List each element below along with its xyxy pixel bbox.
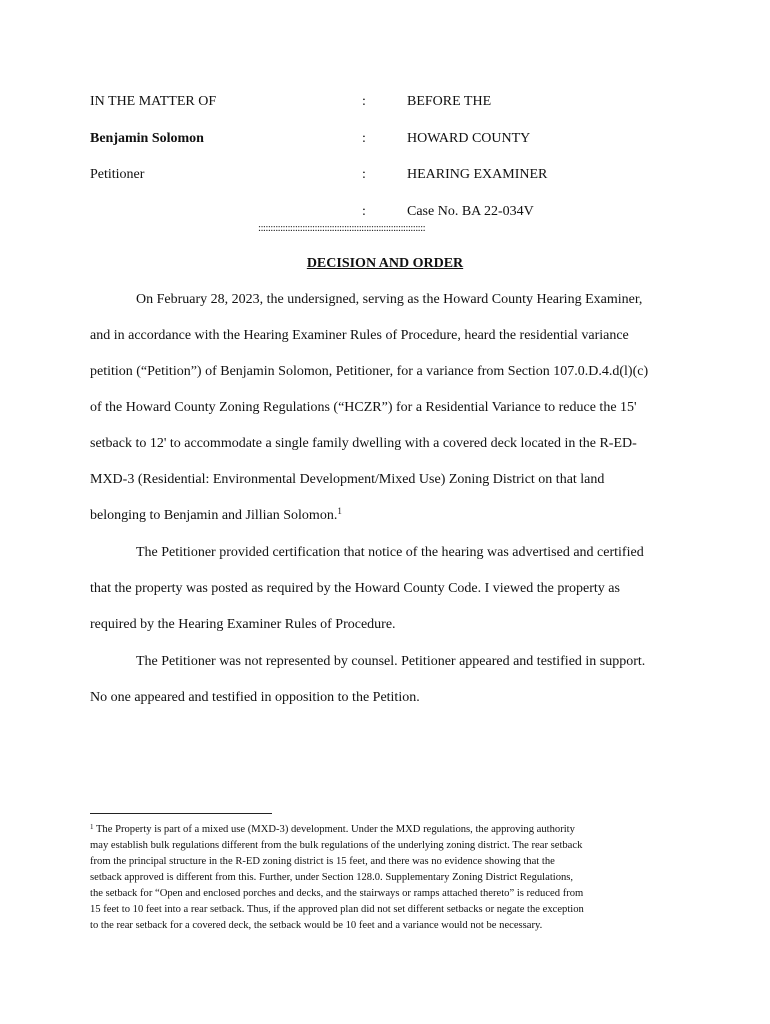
footnote-number: 1 [90, 823, 94, 831]
body-line-text: belonging to Benjamin and Jillian Solomon. [90, 508, 338, 523]
footnote-line: from the principal structure in the R-ED zoning district is 15 feet, and there was no evidence showing that the [90, 856, 555, 867]
body-line: The Petitioner was not represented by counsel. Petitioner appeared and testified in support. [136, 654, 646, 669]
body-line: and in accordance with the Hearing Examiner Rules of Procedure, heard the residential variance [90, 328, 629, 343]
caption-colon: : [362, 94, 366, 109]
caption-petitioner-label: Petitioner [90, 167, 145, 182]
body-line: required by the Hearing Examiner Rules of Procedure. [90, 617, 396, 632]
body-line: setback to 12' to accommodate a single family dwelling with a covered deck located in the R-ED- [90, 436, 637, 451]
footnote-reference[interactable]: 1 [337, 506, 342, 516]
footnote-line: to the rear setback for a covered deck, the setback would be 10 feet and a variance would not be necessary. [90, 920, 543, 931]
caption-county: HOWARD COUNTY [407, 131, 531, 146]
caption-matter-label: IN THE MATTER OF [90, 94, 217, 109]
caption-before-the: BEFORE THE [407, 94, 492, 109]
body-line: that the property was posted as required by the Howard County Code. I viewed the property as [90, 581, 620, 596]
caption-examiner: HEARING EXAMINER [407, 167, 548, 182]
footnote-line: 15 feet to 10 feet into a rear setback. Thus, if the approved plan did not set different setbacks or negate the exception [90, 904, 584, 915]
body-line: of the Howard County Zoning Regulations (“HCZR”) for a Residential Variance to reduce the 15' [90, 400, 637, 415]
document-heading: DECISION AND ORDER [306, 256, 464, 271]
body-line: MXD-3 (Residential: Environmental Development/Mixed Use) Zoning District on that land [90, 472, 605, 487]
footnote-text: The Property is part of a mixed use (MXD-3) development. Under the MXD regulations, the approving authority [93, 824, 575, 835]
footnote-divider [90, 813, 272, 814]
footnote-line: the setback for “Open and enclosed porches and decks, and the stairways or ramps attached thereto” is reduced from [90, 888, 584, 899]
caption-case-number: Case No. BA 22-034V [407, 204, 534, 219]
body-line: No one appeared and testified in opposition to the Petition. [90, 690, 420, 705]
footnote-line [90, 824, 575, 835]
caption-colon: : [362, 131, 366, 146]
body-line: petition (“Petition”) of Benjamin Solomon, Petitioner, for a variance from Section 107.0.D.4.d(l)(c) [90, 364, 649, 379]
footnote-line: may establish bulk regulations different from the bulk regulations of the underlying zoning district. The rear setback [90, 840, 583, 851]
body-line: The Petitioner provided certification that notice of the hearing was advertised and certified [136, 545, 644, 560]
caption-petitioner-name: Benjamin Solomon [90, 131, 204, 146]
caption-colon: : [362, 167, 366, 182]
footnote-line: setback approved is different from this. Further, under Section 128.0. Supplementary Zoning District Regulations, [90, 872, 574, 883]
caption-separator: :::::::::::::::::::::::::::::::::::::::::::::::::::::::::::::::::::: [258, 222, 426, 234]
body-line [90, 508, 342, 524]
body-line: On February 28, 2023, the undersigned, serving as the Howard County Hearing Examiner, [136, 292, 643, 307]
caption-colon: : [362, 204, 366, 219]
